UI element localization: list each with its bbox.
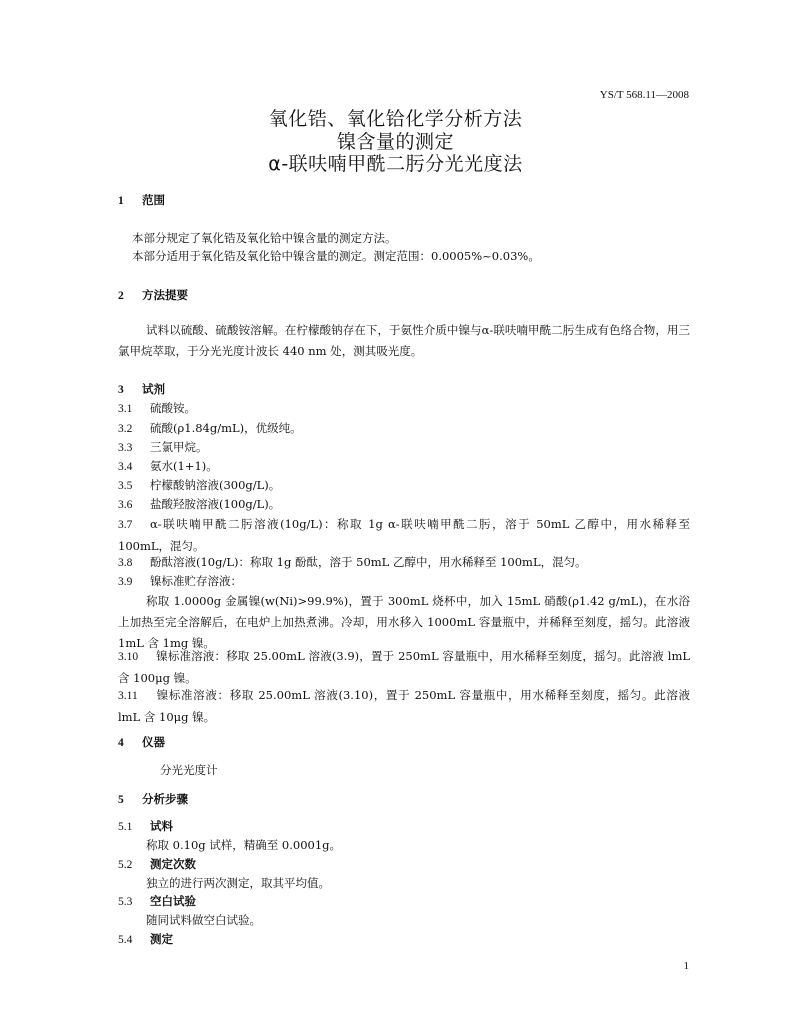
item-text: 柠檬酸钠溶液(300g/L)。: [150, 478, 281, 492]
item-text: 盐酸羟胺溶液(100g/L)。: [150, 497, 281, 511]
subsection-number: 5.3: [118, 896, 133, 908]
subsection-heading: [118, 931, 173, 947]
item-number: 3.4: [118, 461, 133, 473]
subsection-title: 测定次数: [150, 857, 196, 871]
standard-number: YS/T 568.11—2008: [599, 89, 689, 101]
item-text: 镍标准溶液：移取 25.00mL 溶液(3.9)，置于 250mL 容量瓶中，用水稀释至刻度，摇匀。此溶液 lmL 含 100μg 镍。: [118, 649, 690, 685]
subsection-title: 试料: [150, 819, 173, 833]
paragraph: 称取 1.0000g 金属镍(w(Ni)>99.9%)，置于 300mL 烧杯中，加入 15mL 硝酸(ρ1.42 g/mL)，在水浴上加热至完全溶解后，在电炉上加热煮沸。冷却，用水移入 1000mL 容量瓶中，并稀释至刻度，摇匀。此溶液 1mL 含 1mg 镍。: [118, 594, 690, 650]
section-5-heading: [118, 791, 188, 807]
subsection-heading: [118, 856, 196, 872]
section-2-heading: [118, 287, 188, 303]
section-title: 范围: [142, 193, 165, 207]
subsection-heading: [118, 818, 173, 834]
item-text: 镍标准贮存溶液：: [150, 574, 242, 588]
section-title: 仪器: [142, 735, 165, 749]
item-text: 氨水(1+1)。: [150, 459, 218, 473]
paragraph: 本部分适用于氧化锆及氧化铪中镍含量的测定。测定范围：0.0005%~0.03%。: [132, 249, 540, 263]
document-title-line-1: 氧化锆、氧化铪化学分析方法: [268, 108, 523, 130]
section-4-heading: [118, 734, 165, 750]
paragraph: 分光光度计: [160, 763, 218, 777]
list-item: [118, 496, 280, 512]
section-1-heading: [118, 192, 165, 208]
list-item: [118, 439, 208, 455]
item-number: 3.5: [118, 480, 133, 492]
subsection-title: 空白试验: [150, 894, 196, 908]
subsection-heading: [118, 893, 196, 909]
item-text: α-联呋喃甲酰二肟溶液(10g/L)：称取 1g α-联呋喃甲酰二肟，溶于 50mL 乙醇中，用水稀释至 100mL，混匀。: [118, 517, 690, 553]
item-text: 镍标准溶液：移取 25.00mL 溶液(3.10)，置于 250mL 容量瓶中，用水稀释至刻度，摇匀。此溶液 lmL 含 10μg 镍。: [118, 688, 690, 724]
paragraph: 称取 0.10g 试样，精确至 0.0001g。: [146, 838, 342, 852]
item-text: 硫酸铵。: [150, 401, 196, 415]
item-number: 3.11: [118, 690, 138, 702]
page-number: 1: [683, 960, 689, 972]
subsection-number: 5.1: [118, 821, 133, 833]
section-number: 1: [118, 195, 124, 207]
item-number: 3.7: [118, 519, 133, 531]
list-item: [118, 458, 218, 474]
item-text: 硫酸(ρ1.84g/mL)，优级纯。: [150, 421, 302, 435]
paragraph: 独立的进行两次测定，取其平均值。: [146, 876, 330, 890]
section-title: 方法提要: [142, 288, 188, 302]
list-item: [118, 646, 690, 689]
item-text: 酚酞溶液(10g/L)：称取 1g 酚酞，溶于 50mL 乙醇中，用水稀释至 100mL，混匀。: [150, 555, 587, 569]
subsection-number: 5.4: [118, 934, 133, 946]
paragraph: 本部分规定了氧化锆及氧化铪中镍含量的测定方法。: [132, 231, 397, 245]
item-number: 3.6: [118, 499, 133, 511]
item-number: 3.8: [118, 557, 133, 569]
list-item: [118, 685, 690, 728]
list-item: [118, 554, 587, 570]
subsection-title: 测定: [150, 932, 173, 946]
subsection-number: 5.2: [118, 859, 133, 871]
section-number: 4: [118, 737, 124, 749]
list-item: [118, 477, 280, 493]
list-item: [118, 420, 302, 436]
paragraph: 试料以硫酸、硫酸铵溶解。在柠檬酸钠存在下，于氨性介质中镍与α-联呋喃甲酰二肟生成有色络合物，用三氯甲烷萃取，于分光光度计波长 440 nm 处，测其吸光度。: [118, 323, 690, 358]
document-title-line-3: α-联呋喃甲酰二肟分光光度法: [268, 153, 523, 175]
section-number: 2: [118, 290, 124, 302]
item-text: 三氯甲烷。: [150, 440, 208, 454]
section-number: 5: [118, 794, 124, 806]
section-number: 3: [118, 384, 124, 396]
list-item: [118, 514, 690, 557]
list-item: [118, 400, 196, 416]
item-number: 3.9: [118, 576, 133, 588]
item-number: 3.10: [118, 651, 139, 663]
section-title: 分析步骤: [142, 792, 188, 806]
list-item: [118, 573, 242, 589]
item-number: 3.3: [118, 442, 133, 454]
section-title: 试剂: [142, 382, 165, 396]
item-number: 3.2: [118, 423, 133, 435]
item-number: 3.1: [118, 403, 133, 415]
paragraph: 随同试料做空白试验。: [146, 913, 261, 927]
section-3-heading: [118, 381, 165, 397]
document-title-line-2: 镍含量的测定: [336, 131, 454, 153]
